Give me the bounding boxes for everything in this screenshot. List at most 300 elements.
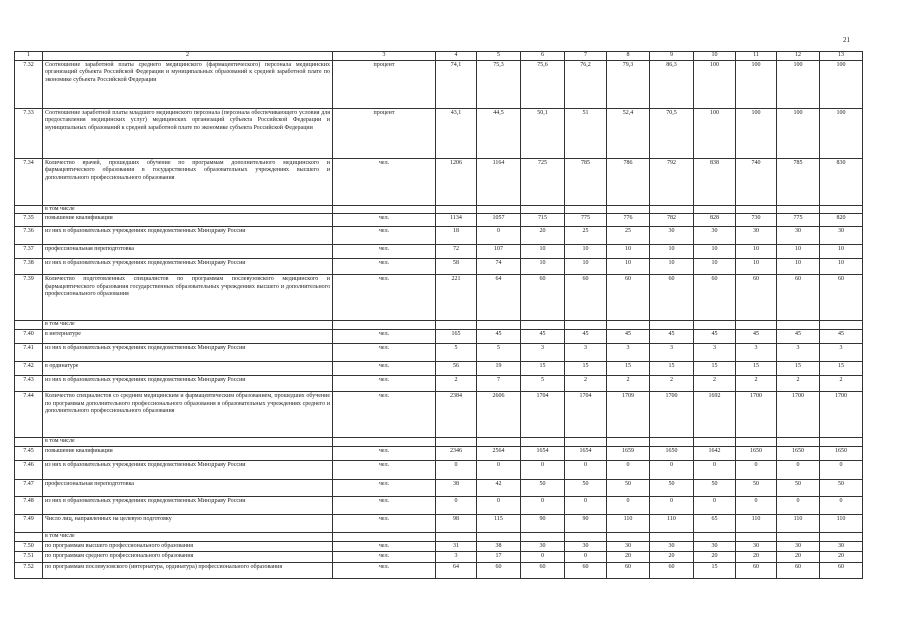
row-value: 110 xyxy=(607,515,650,533)
row-value xyxy=(565,321,607,330)
row-description: Число лиц, направленных на целевую подготовку xyxy=(43,515,333,533)
row-value xyxy=(477,533,521,542)
table-row xyxy=(15,344,863,362)
column-header: 7 xyxy=(565,52,607,61)
row-description: в ординатуре xyxy=(43,362,333,376)
row-number: 7.40 xyxy=(15,330,43,344)
row-value: 86,3 xyxy=(650,60,694,108)
row-value: 38 xyxy=(477,541,521,552)
row-value: 100 xyxy=(736,108,777,158)
row-unit xyxy=(333,533,436,542)
row-number: 7.50 xyxy=(15,541,43,552)
row-description: в том числе xyxy=(43,321,333,330)
row-value: 1650 xyxy=(736,447,777,461)
row-value: 60 xyxy=(777,562,820,578)
row-value: 2 xyxy=(436,376,477,392)
row-value: 10 xyxy=(820,259,863,275)
row-value xyxy=(521,321,565,330)
row-value: 10 xyxy=(565,259,607,275)
row-value xyxy=(436,533,477,542)
row-value: 792 xyxy=(650,158,694,205)
row-value: 100 xyxy=(820,60,863,108)
row-value: 1692 xyxy=(694,392,736,438)
table-row xyxy=(15,245,863,259)
row-value: 1709 xyxy=(607,392,650,438)
row-value: 100 xyxy=(694,60,736,108)
row-value: 1700 xyxy=(736,392,777,438)
row-value: 30 xyxy=(694,227,736,245)
row-value xyxy=(694,438,736,447)
row-value: 221 xyxy=(436,275,477,321)
column-header: 8 xyxy=(607,52,650,61)
row-description: повышение квалификации xyxy=(43,214,333,227)
column-header: 1 xyxy=(15,52,43,61)
row-value: 0 xyxy=(436,497,477,515)
row-value: 2 xyxy=(607,376,650,392)
row-value: 60 xyxy=(820,562,863,578)
row-value: 76,2 xyxy=(565,60,607,108)
row-value: 2 xyxy=(736,376,777,392)
row-value: 775 xyxy=(565,214,607,227)
row-description: по программам послевузовского (интернатура, ординатура) профессионального образования xyxy=(43,562,333,578)
row-value: 0 xyxy=(565,552,607,563)
row-number: 7.37 xyxy=(15,245,43,259)
row-value: 10 xyxy=(820,245,863,259)
row-value: 20 xyxy=(521,227,565,245)
row-description: из них в образовательных учреждениях подведомственных Минздраву России xyxy=(43,461,333,480)
column-header: 12 xyxy=(777,52,820,61)
row-value xyxy=(436,438,477,447)
row-value xyxy=(736,438,777,447)
row-value xyxy=(521,438,565,447)
row-value: 0 xyxy=(607,497,650,515)
row-value: 52,4 xyxy=(607,108,650,158)
row-value: 3 xyxy=(736,344,777,362)
table-row xyxy=(15,447,863,461)
row-number: 7.39 xyxy=(15,275,43,321)
row-number: 7.45 xyxy=(15,447,43,461)
row-value xyxy=(650,438,694,447)
row-value: 31 xyxy=(436,541,477,552)
row-value: 110 xyxy=(650,515,694,533)
row-value: 45 xyxy=(777,330,820,344)
row-value: 10 xyxy=(650,245,694,259)
row-value: 110 xyxy=(777,515,820,533)
row-value: 60 xyxy=(521,562,565,578)
row-value: 58 xyxy=(436,259,477,275)
column-header: 10 xyxy=(694,52,736,61)
row-description: по программам среднего профессионального образования xyxy=(43,552,333,563)
row-number: 7.43 xyxy=(15,376,43,392)
column-header: 6 xyxy=(521,52,565,61)
row-unit: чел. xyxy=(333,497,436,515)
row-value: 10 xyxy=(736,245,777,259)
row-unit: чел. xyxy=(333,515,436,533)
row-value: 10 xyxy=(607,259,650,275)
row-unit: чел. xyxy=(333,245,436,259)
row-value: 2 xyxy=(650,376,694,392)
row-unit: чел. xyxy=(333,275,436,321)
row-value xyxy=(436,205,477,214)
row-value xyxy=(650,205,694,214)
row-unit: чел. xyxy=(333,541,436,552)
row-value xyxy=(607,438,650,447)
row-unit: чел. xyxy=(333,447,436,461)
row-value: 1206 xyxy=(436,158,477,205)
column-header: 3 xyxy=(333,52,436,61)
column-header: 5 xyxy=(477,52,521,61)
table-row xyxy=(15,541,863,552)
row-value: 1134 xyxy=(436,214,477,227)
row-value: 30 xyxy=(694,541,736,552)
row-value: 0 xyxy=(477,497,521,515)
table-row xyxy=(15,321,863,330)
row-value: 782 xyxy=(650,214,694,227)
row-number: 7.38 xyxy=(15,259,43,275)
row-value: 50,1 xyxy=(521,108,565,158)
row-value: 740 xyxy=(736,158,777,205)
table-row xyxy=(15,259,863,275)
row-number: 7.44 xyxy=(15,392,43,438)
row-value: 70,5 xyxy=(650,108,694,158)
row-description: из них в образовательных учреждениях подведомственных Минздраву России xyxy=(43,376,333,392)
row-value xyxy=(694,205,736,214)
row-value: 830 xyxy=(820,158,863,205)
row-value: 42 xyxy=(477,480,521,497)
table-row xyxy=(15,205,863,214)
row-value: 100 xyxy=(736,60,777,108)
row-value: 30 xyxy=(777,541,820,552)
row-value: 51 xyxy=(565,108,607,158)
row-value xyxy=(607,321,650,330)
row-value: 20 xyxy=(650,552,694,563)
row-value: 785 xyxy=(777,158,820,205)
row-number: 7.51 xyxy=(15,552,43,563)
row-number xyxy=(15,321,43,330)
row-value: 100 xyxy=(694,108,736,158)
row-value: 74 xyxy=(477,259,521,275)
row-value: 838 xyxy=(694,158,736,205)
row-value: 30 xyxy=(820,541,863,552)
row-value: 0 xyxy=(694,497,736,515)
table-row xyxy=(15,362,863,376)
row-value: 45 xyxy=(477,330,521,344)
table-header-row xyxy=(15,52,863,61)
row-value: 1164 xyxy=(477,158,521,205)
row-value: 60 xyxy=(650,562,694,578)
column-header: 2 xyxy=(43,52,333,61)
row-description: Количество врачей, прошедших обучение по программам дополнительного медицинского и фармацевтического образования в государственных образовательных учреждениях высшего и дополнительного профессионального образования xyxy=(43,158,333,205)
row-description: из них в образовательных учреждениях подведомственных Минздраву России xyxy=(43,344,333,362)
row-value: 107 xyxy=(477,245,521,259)
row-unit: процент xyxy=(333,60,436,108)
row-value xyxy=(694,321,736,330)
row-value: 75,6 xyxy=(521,60,565,108)
row-value: 10 xyxy=(777,245,820,259)
row-value: 50 xyxy=(607,480,650,497)
row-value: 110 xyxy=(736,515,777,533)
row-value: 0 xyxy=(650,497,694,515)
indicators-table xyxy=(14,51,863,579)
row-value: 90 xyxy=(521,515,565,533)
row-value: 15 xyxy=(736,362,777,376)
row-number: 7.32 xyxy=(15,60,43,108)
row-value xyxy=(777,205,820,214)
row-value: 64 xyxy=(477,275,521,321)
row-value: 60 xyxy=(521,275,565,321)
row-value: 30 xyxy=(777,227,820,245)
row-unit: чел. xyxy=(333,214,436,227)
row-value: 25 xyxy=(607,227,650,245)
row-value xyxy=(607,533,650,542)
table-row xyxy=(15,515,863,533)
row-value: 0 xyxy=(777,497,820,515)
row-value: 20 xyxy=(736,552,777,563)
row-value: 60 xyxy=(736,562,777,578)
row-value: 0 xyxy=(777,461,820,480)
row-value: 1700 xyxy=(777,392,820,438)
table-row xyxy=(15,552,863,563)
row-value: 3 xyxy=(777,344,820,362)
row-value: 15 xyxy=(565,362,607,376)
row-value: 776 xyxy=(607,214,650,227)
row-number: 7.47 xyxy=(15,480,43,497)
row-value: 165 xyxy=(436,330,477,344)
row-value: 5 xyxy=(521,376,565,392)
row-value: 20 xyxy=(607,552,650,563)
row-unit: чел. xyxy=(333,562,436,578)
row-description: по программам высшего профессионального образования xyxy=(43,541,333,552)
row-value: 0 xyxy=(521,552,565,563)
row-number xyxy=(15,438,43,447)
row-value: 100 xyxy=(777,108,820,158)
row-value: 60 xyxy=(607,562,650,578)
row-value: 0 xyxy=(736,497,777,515)
row-description: из них в образовательных учреждениях подведомственных Минздраву России xyxy=(43,259,333,275)
row-value: 50 xyxy=(694,480,736,497)
table-row xyxy=(15,214,863,227)
row-value: 2 xyxy=(565,376,607,392)
row-value: 15 xyxy=(607,362,650,376)
row-value xyxy=(650,321,694,330)
table-row xyxy=(15,376,863,392)
row-value: 15 xyxy=(694,362,736,376)
row-value: 3 xyxy=(565,344,607,362)
row-value: 15 xyxy=(777,362,820,376)
row-value: 65 xyxy=(694,515,736,533)
row-description: в том числе xyxy=(43,438,333,447)
row-value: 15 xyxy=(694,562,736,578)
row-value: 1700 xyxy=(820,392,863,438)
row-value: 0 xyxy=(607,461,650,480)
row-value: 1654 xyxy=(521,447,565,461)
row-value: 725 xyxy=(521,158,565,205)
row-value: 10 xyxy=(777,259,820,275)
row-value xyxy=(777,438,820,447)
row-unit: процент xyxy=(333,108,436,158)
row-value: 60 xyxy=(736,275,777,321)
row-value: 820 xyxy=(820,214,863,227)
row-value xyxy=(521,533,565,542)
row-number: 7.52 xyxy=(15,562,43,578)
row-value xyxy=(521,205,565,214)
row-value: 2606 xyxy=(477,392,521,438)
row-value xyxy=(477,438,521,447)
row-value: 5 xyxy=(477,344,521,362)
row-value: 3 xyxy=(650,344,694,362)
row-value: 1650 xyxy=(777,447,820,461)
row-value: 0 xyxy=(565,497,607,515)
row-number: 7.35 xyxy=(15,214,43,227)
row-value: 56 xyxy=(436,362,477,376)
row-value: 785 xyxy=(565,158,607,205)
row-unit: чел. xyxy=(333,552,436,563)
row-value xyxy=(565,205,607,214)
row-unit xyxy=(333,205,436,214)
row-value xyxy=(565,533,607,542)
row-value: 60 xyxy=(607,275,650,321)
table-row xyxy=(15,562,863,578)
row-value: 45 xyxy=(650,330,694,344)
row-value: 10 xyxy=(694,245,736,259)
row-value: 45 xyxy=(736,330,777,344)
row-value: 5 xyxy=(436,344,477,362)
row-value: 1704 xyxy=(521,392,565,438)
table-row xyxy=(15,461,863,480)
row-value: 90 xyxy=(565,515,607,533)
row-value: 30 xyxy=(565,541,607,552)
row-value: 60 xyxy=(820,275,863,321)
table-row xyxy=(15,227,863,245)
row-value: 30 xyxy=(521,541,565,552)
row-unit xyxy=(333,438,436,447)
row-unit: чел. xyxy=(333,480,436,497)
row-value: 115 xyxy=(477,515,521,533)
row-value: 30 xyxy=(736,227,777,245)
row-value: 3 xyxy=(820,344,863,362)
row-description: Соотношение заработной платы младшего медицинского персонала (персонала обеспечивающего условия для предоставления медицинских услуг) медицинских организаций субъекта Российской Федерации и муниципальных образований к средней заработной плате по экономике субъекта Российской Федерации xyxy=(43,108,333,158)
row-value: 25 xyxy=(565,227,607,245)
row-value: 1057 xyxy=(477,214,521,227)
row-description: из них в образовательных учреждениях подведомственных Минздраву России xyxy=(43,227,333,245)
row-value: 110 xyxy=(820,515,863,533)
row-unit: чел. xyxy=(333,392,436,438)
row-value: 45 xyxy=(521,330,565,344)
row-value: 1700 xyxy=(650,392,694,438)
row-value xyxy=(607,205,650,214)
row-value xyxy=(650,533,694,542)
row-description: профессиональная переподготовка xyxy=(43,245,333,259)
row-unit: чел. xyxy=(333,227,436,245)
row-value: 10 xyxy=(694,259,736,275)
row-value: 30 xyxy=(607,541,650,552)
row-value xyxy=(736,321,777,330)
row-value: 20 xyxy=(820,552,863,563)
row-value: 2 xyxy=(820,376,863,392)
row-value: 1704 xyxy=(565,392,607,438)
row-value: 43,1 xyxy=(436,108,477,158)
table-row xyxy=(15,158,863,205)
row-number: 7.33 xyxy=(15,108,43,158)
row-value: 0 xyxy=(477,461,521,480)
row-value: 775 xyxy=(777,214,820,227)
row-value xyxy=(777,321,820,330)
row-value: 15 xyxy=(820,362,863,376)
row-value: 30 xyxy=(736,541,777,552)
row-value xyxy=(777,533,820,542)
table-row xyxy=(15,438,863,447)
row-value: 64 xyxy=(436,562,477,578)
column-header: 11 xyxy=(736,52,777,61)
row-value: 0 xyxy=(736,461,777,480)
table-row xyxy=(15,497,863,515)
row-description: в том числе xyxy=(43,205,333,214)
row-value: 2 xyxy=(777,376,820,392)
row-value: 50 xyxy=(736,480,777,497)
row-value: 20 xyxy=(777,552,820,563)
row-description: повышение квалификации xyxy=(43,447,333,461)
row-value: 1659 xyxy=(607,447,650,461)
row-value: 60 xyxy=(565,275,607,321)
row-value: 15 xyxy=(650,362,694,376)
table-row xyxy=(15,533,863,542)
row-value xyxy=(820,321,863,330)
row-value: 0 xyxy=(820,497,863,515)
row-description: профессиональная переподготовка xyxy=(43,480,333,497)
table-row xyxy=(15,275,863,321)
row-unit: чел. xyxy=(333,158,436,205)
column-header: 9 xyxy=(650,52,694,61)
row-value xyxy=(694,533,736,542)
row-unit: чел. xyxy=(333,259,436,275)
row-value: 0 xyxy=(565,461,607,480)
row-value: 1654 xyxy=(565,447,607,461)
row-value xyxy=(736,205,777,214)
row-value: 10 xyxy=(521,245,565,259)
row-value: 3 xyxy=(694,344,736,362)
row-description: в том числе xyxy=(43,533,333,542)
row-value: 828 xyxy=(694,214,736,227)
row-unit: чел. xyxy=(333,330,436,344)
row-value: 98 xyxy=(436,515,477,533)
column-header: 4 xyxy=(436,52,477,61)
row-value: 786 xyxy=(607,158,650,205)
row-value: 7 xyxy=(477,376,521,392)
row-value: 715 xyxy=(521,214,565,227)
row-value xyxy=(820,205,863,214)
table-row xyxy=(15,60,863,108)
row-value: 45 xyxy=(820,330,863,344)
row-value: 2384 xyxy=(436,392,477,438)
row-value xyxy=(820,533,863,542)
row-value: 100 xyxy=(777,60,820,108)
row-value xyxy=(565,438,607,447)
row-number: 7.41 xyxy=(15,344,43,362)
table-row xyxy=(15,330,863,344)
row-description: в интернатуре xyxy=(43,330,333,344)
row-value: 60 xyxy=(694,275,736,321)
row-value: 0 xyxy=(650,461,694,480)
row-value: 0 xyxy=(694,461,736,480)
row-value: 18 xyxy=(436,227,477,245)
row-description: Соотношение заработной платы среднего медицинского (фармацевтического) персонала медицинских организаций субъекта Российской Федерации и муниципальных образований к средней заработной плате по экономике субъекта Российской Федерации xyxy=(43,60,333,108)
row-value: 50 xyxy=(650,480,694,497)
row-value: 30 xyxy=(820,227,863,245)
row-value: 3 xyxy=(436,552,477,563)
row-number xyxy=(15,533,43,542)
row-description: Количество специалистов со средним медицинским и фармацевтическим образованием, прошедших обучение по программам дополнительного профессионального образования в образовательных учреждениях среднего и дополнительного профессионального образования xyxy=(43,392,333,438)
row-value xyxy=(477,321,521,330)
